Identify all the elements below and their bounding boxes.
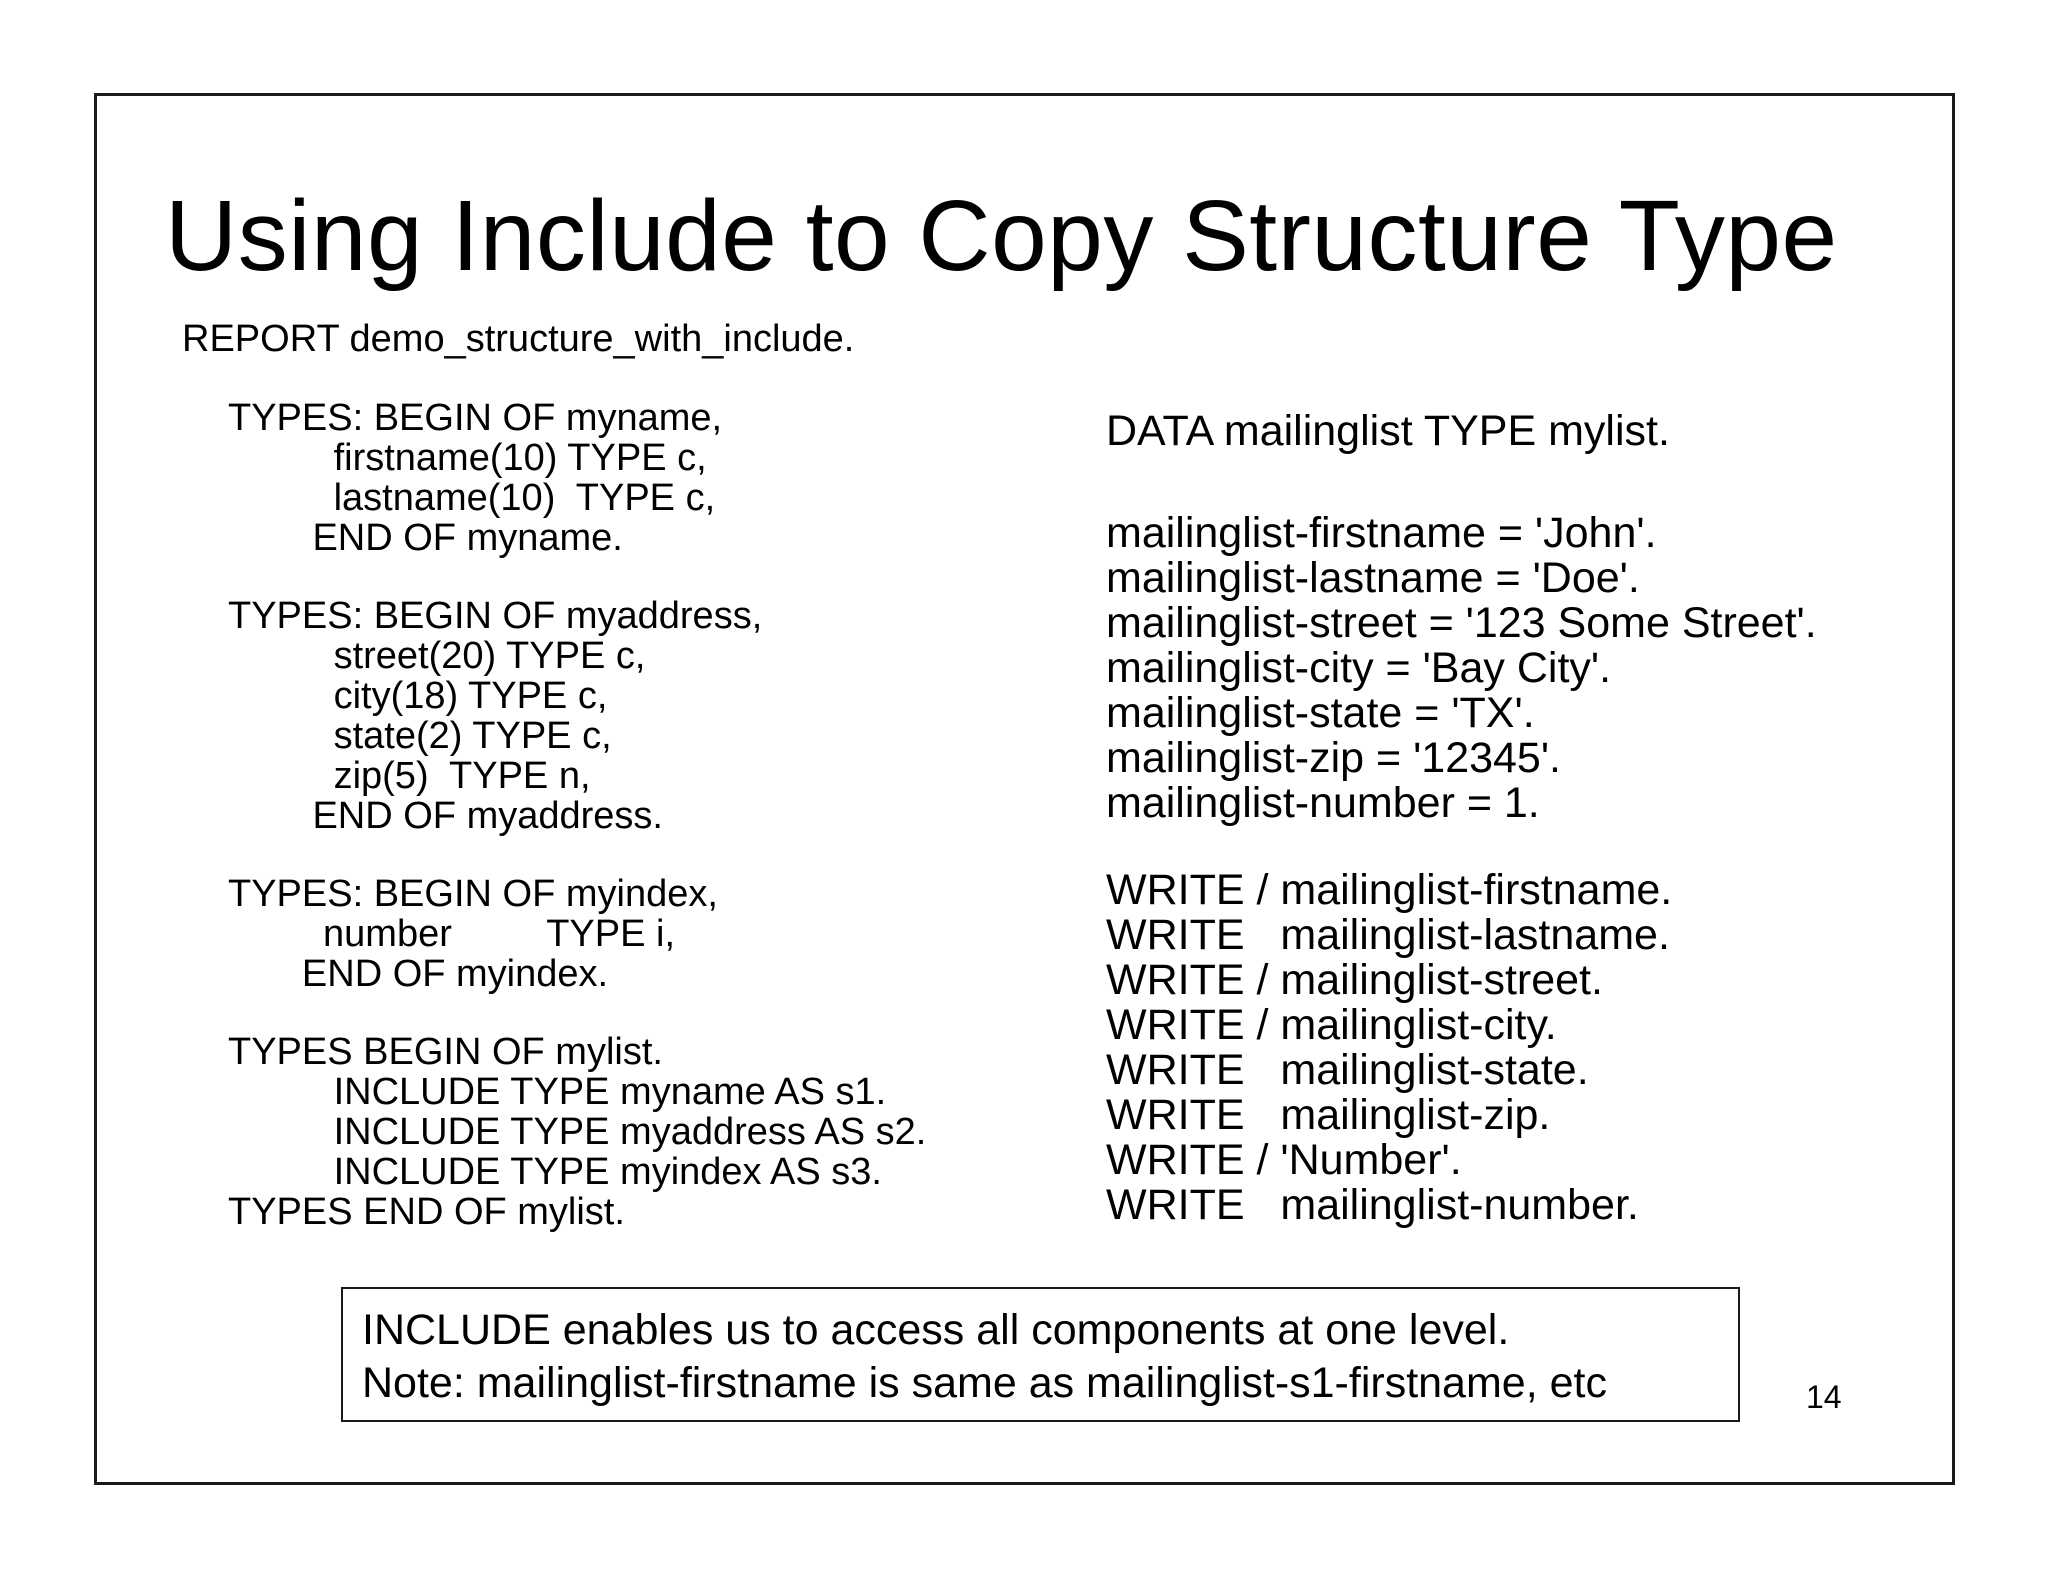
code-line: state(2) TYPE c,	[228, 715, 612, 757]
note-line: INCLUDE enables us to access all components at one level.	[362, 1306, 1510, 1354]
code-line: INCLUDE TYPE myaddress AS s2.	[228, 1111, 927, 1153]
code-line: mailinglist-street = '123 Some Street'.	[1106, 599, 1817, 647]
code-line: mailinglist-zip = '12345'.	[1106, 734, 1562, 782]
code-line: zip(5) TYPE n,	[228, 755, 591, 797]
code-line: WRITE mailinglist-state.	[1106, 1046, 1589, 1094]
page-number: 14	[1806, 1379, 1842, 1415]
code-line: TYPES END OF mylist.	[228, 1191, 625, 1233]
code-line: mailinglist-firstname = 'John'.	[1106, 509, 1657, 557]
code-line: DATA mailinglist TYPE mylist.	[1106, 407, 1670, 455]
code-line: TYPES BEGIN OF mylist.	[228, 1031, 663, 1073]
code-line: mailinglist-state = 'TX'.	[1106, 689, 1535, 737]
code-line: TYPES: BEGIN OF myname,	[228, 397, 723, 439]
code-line: END OF myname.	[228, 517, 623, 559]
code-line: TYPES: BEGIN OF myaddress,	[228, 595, 763, 637]
report-statement: REPORT demo_structure_with_include.	[182, 318, 855, 360]
code-line: WRITE mailinglist-lastname.	[1106, 911, 1670, 959]
code-line: number TYPE i,	[228, 913, 676, 955]
code-line: TYPES: BEGIN OF myindex,	[228, 873, 718, 915]
code-line: mailinglist-number = 1.	[1106, 779, 1540, 827]
code-line: mailinglist-city = 'Bay City'.	[1106, 644, 1612, 692]
note-line: Note: mailinglist-firstname is same as mailinglist-s1-firstname, etc	[362, 1359, 1607, 1407]
code-line: WRITE mailinglist-zip.	[1106, 1091, 1551, 1139]
code-line: INCLUDE TYPE myindex AS s3.	[228, 1151, 882, 1193]
note-box	[341, 1287, 1740, 1422]
code-line: WRITE / mailinglist-city.	[1106, 1001, 1557, 1049]
code-line: city(18) TYPE c,	[228, 675, 608, 717]
code-line: street(20) TYPE c,	[228, 635, 646, 677]
code-line: firstname(10) TYPE c,	[228, 437, 707, 479]
code-line: WRITE / mailinglist-firstname.	[1106, 866, 1673, 914]
code-line: WRITE mailinglist-number.	[1106, 1181, 1639, 1229]
code-line: WRITE / 'Number'.	[1106, 1136, 1462, 1184]
code-line: INCLUDE TYPE myname AS s1.	[228, 1071, 887, 1113]
code-line: END OF myaddress.	[228, 795, 663, 837]
code-line: END OF myindex.	[228, 953, 609, 995]
slide-title: Using Include to Copy Structure Type	[165, 180, 1838, 292]
code-line: mailinglist-lastname = 'Doe'.	[1106, 554, 1640, 602]
code-line: WRITE / mailinglist-street.	[1106, 956, 1603, 1004]
code-line: lastname(10) TYPE c,	[228, 477, 716, 519]
